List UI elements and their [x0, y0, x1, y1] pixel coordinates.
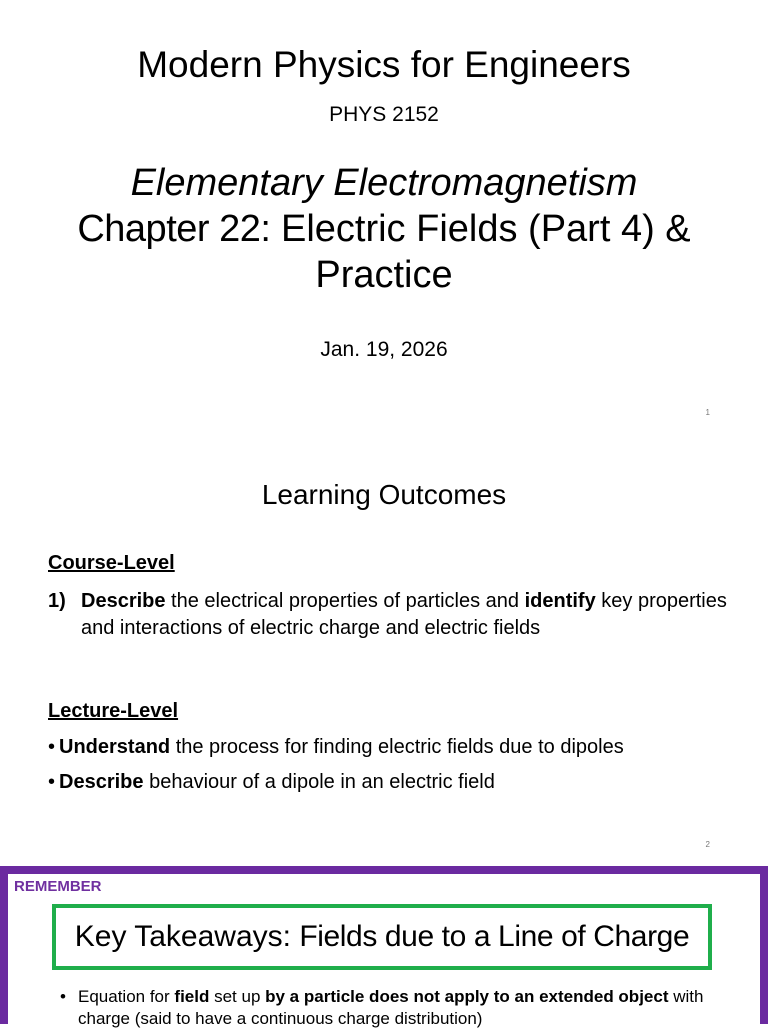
item-text: the process for finding electric fields due to dipoles: [170, 736, 624, 758]
bullet-icon: •: [60, 987, 66, 1006]
bullet-text: [78, 986, 724, 1030]
item-keyword-identify: identify: [524, 590, 596, 612]
lecture-level-heading: Lecture-Level: [48, 700, 179, 722]
lecture-date: Jan. 19, 2026: [320, 338, 448, 361]
course-code: PHYS 2152: [329, 103, 439, 126]
item-text-part2: key properties and interactions of electric charge and electric fields: [81, 590, 727, 639]
learning-outcomes-slide: [0, 432, 768, 856]
lecture-outcome-item: [48, 769, 738, 796]
course-level-heading: Course-Level: [48, 552, 175, 574]
bullet-icon: •: [48, 771, 56, 793]
chapter-heading: [0, 206, 768, 252]
bullet-bold-field: field: [174, 987, 210, 1006]
item-text: [81, 588, 728, 642]
key-takeaways-slide: [0, 866, 768, 1028]
chapter-label: Chapter 22:: [77, 208, 271, 250]
page-number: 1: [705, 408, 710, 417]
item-text-part1: the electrical properties of particles and: [165, 590, 525, 612]
chapter-title-line1: Electric Fields (Part 4) &: [270, 208, 691, 250]
chapter-title-line2: Practice: [315, 254, 453, 296]
item-keyword: Describe: [59, 771, 144, 793]
bullet-text-part1: Equation for: [78, 987, 175, 1006]
takeaway-bullet: [60, 986, 724, 1030]
slide-title: Learning Outcomes: [261, 479, 507, 510]
takeaway-prefix: Key Takeaways:: [74, 920, 300, 953]
lecture-outcome-item: [48, 734, 738, 761]
remember-label: REMEMBER: [14, 878, 102, 895]
item-keyword: Understand: [59, 736, 171, 758]
course-title: Modern Physics for Engineers: [137, 44, 631, 85]
key-takeaways-box: [52, 904, 712, 970]
takeaway-title: Fields due to a Line of Charge: [299, 920, 690, 953]
bullet-text-part3: with charge (said to have a continuous charge distribution): [78, 987, 704, 1028]
bullet-bold-phrase: by a particle does not apply to an extended object: [265, 987, 669, 1006]
title-slide: [0, 0, 768, 428]
page-number: 2: [705, 840, 710, 849]
course-outcome-item: [48, 588, 728, 642]
item-keyword-describe: Describe: [81, 590, 166, 612]
bullet-text-part2: set up: [209, 987, 266, 1006]
topic-subtitle: Elementary Electromagnetism: [130, 162, 638, 204]
item-text: behaviour of a dipole in an electric field: [143, 771, 495, 793]
bullet-icon: •: [48, 736, 56, 758]
item-number: 1): [48, 590, 66, 612]
